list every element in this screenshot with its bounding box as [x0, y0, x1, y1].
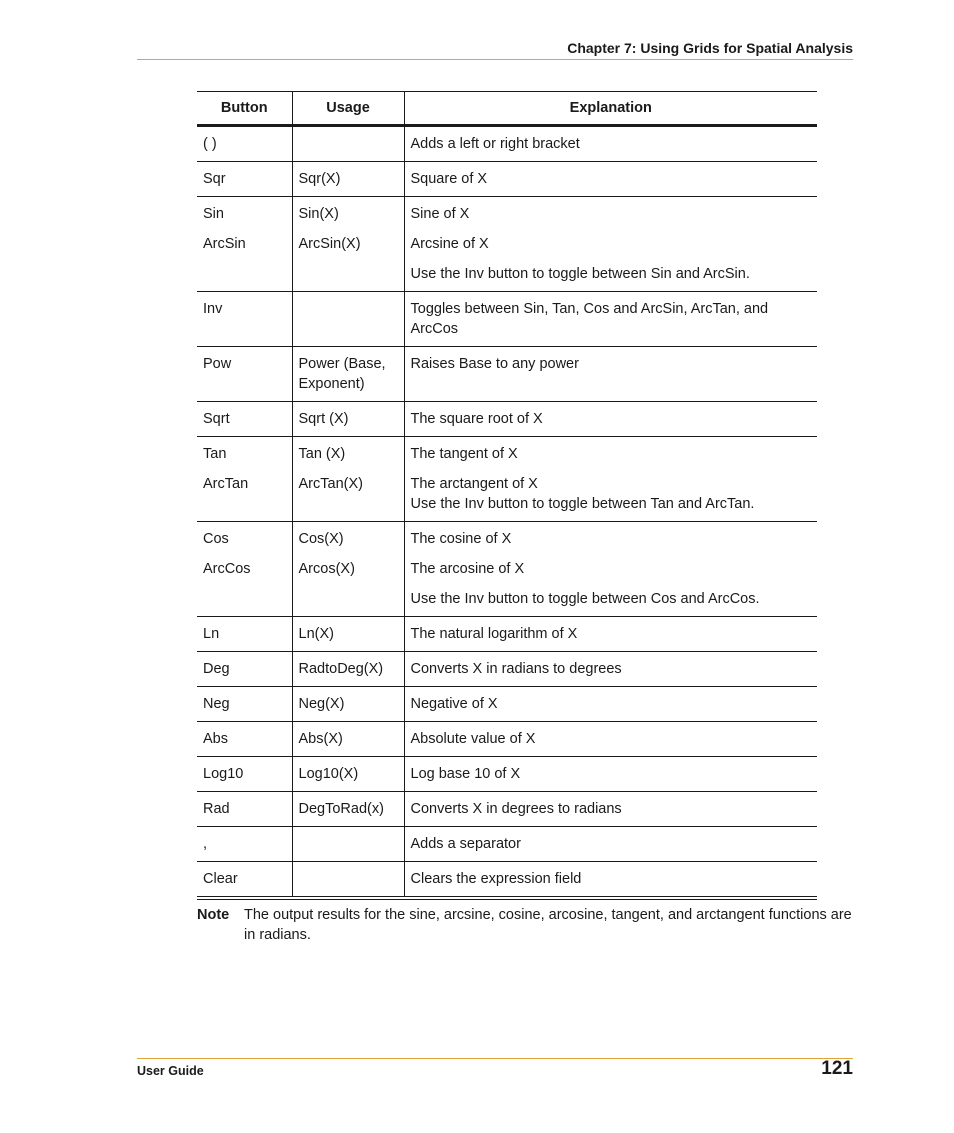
cell-usage	[292, 347, 404, 402]
footer-doc-title: User Guide	[137, 1064, 204, 1078]
cell-usage	[292, 197, 404, 292]
table-header-row	[197, 92, 817, 126]
cell-text: Converts X in radians to degrees	[410, 661, 622, 677]
cell-text: ArcCos	[203, 561, 251, 577]
cell-text: Toggles between Sin, Tan, Cos and ArcSin, ArcTan, and ArcCos	[410, 301, 769, 337]
table-header	[197, 92, 817, 126]
table-row	[197, 617, 817, 652]
cell-explanation	[404, 292, 817, 347]
cell-button	[197, 617, 292, 652]
table-row	[197, 722, 817, 757]
cell-text: Abs(X)	[298, 731, 343, 747]
table-row	[197, 402, 817, 437]
cell-text: Arcos(X)	[298, 561, 355, 577]
cell-explanation	[404, 126, 817, 162]
cell-text: ArcSin(X)	[298, 236, 361, 252]
cell-text: Adds a separator	[410, 836, 521, 852]
cell-explanation	[404, 347, 817, 402]
cell-text: ,	[203, 836, 208, 852]
table-row	[197, 687, 817, 722]
cell-text: Arcsine of X	[410, 236, 489, 252]
cell-text: Tan	[203, 446, 227, 462]
column-header-button: Button	[197, 92, 292, 126]
note-label: Note	[197, 907, 230, 923]
cell-text: Sine of X	[410, 206, 470, 222]
cell-text: RadtoDeg(X)	[298, 661, 384, 677]
cell-usage	[292, 292, 404, 347]
cell-text: Log10	[203, 766, 244, 782]
cell-text: Inv	[203, 301, 223, 317]
cell-usage	[292, 792, 404, 827]
cell-text: ArcTan(X)	[298, 476, 363, 492]
cell-text: Absolute value of X	[410, 731, 536, 747]
cell-explanation	[404, 687, 817, 722]
cell-text: Sqrt (X)	[298, 411, 349, 427]
cell-button	[197, 862, 292, 899]
cell-text: Abs	[203, 731, 228, 747]
page-number: 121	[821, 1058, 853, 1079]
table-row	[197, 197, 817, 292]
cell-button	[197, 162, 292, 197]
cell-text: Raises Base to any power	[410, 356, 579, 372]
cell-text: Cos(X)	[298, 531, 344, 547]
cell-usage	[292, 827, 404, 862]
cell-text: ArcSin	[203, 236, 246, 252]
cell-text: Rad	[203, 801, 230, 817]
cell-text: The tangent of X	[410, 446, 518, 462]
cell-button	[197, 827, 292, 862]
cell-button	[197, 347, 292, 402]
chapter-header: Chapter 7: Using Grids for Spatial Analysis	[567, 40, 853, 56]
cell-text: Cos	[203, 531, 229, 547]
cell-text: The cosine of X	[410, 531, 512, 547]
cell-text: Use the Inv button to toggle between Sin and ArcSin.	[410, 266, 750, 282]
cell-usage	[292, 757, 404, 792]
cell-text: Neg	[203, 696, 230, 712]
cell-text: Sqr	[203, 171, 226, 187]
cell-usage	[292, 862, 404, 899]
cell-explanation	[404, 162, 817, 197]
cell-text: Clears the expression field	[410, 871, 582, 887]
cell-text: Power (Base, Exponent)	[298, 356, 386, 392]
table-row	[197, 347, 817, 402]
cell-button	[197, 126, 292, 162]
table-row	[197, 162, 817, 197]
cell-explanation	[404, 792, 817, 827]
header-rule	[137, 59, 853, 60]
cell-button	[197, 652, 292, 687]
cell-button	[197, 757, 292, 792]
cell-explanation	[404, 862, 817, 899]
cell-explanation	[404, 522, 817, 617]
column-header-usage: Usage	[292, 92, 404, 126]
cell-explanation	[404, 757, 817, 792]
cell-text: The square root of X	[410, 411, 543, 427]
cell-text: Sin(X)	[298, 206, 339, 222]
cell-explanation	[404, 827, 817, 862]
cell-text: The natural logarithm of X	[410, 626, 578, 642]
cell-button	[197, 197, 292, 292]
cell-text: Ln(X)	[298, 626, 334, 642]
cell-explanation	[404, 197, 817, 292]
table-row	[197, 522, 817, 617]
cell-text: DegToRad(x)	[298, 801, 384, 817]
table-row	[197, 437, 817, 522]
cell-usage	[292, 522, 404, 617]
table-row	[197, 126, 817, 162]
cell-text: ( )	[203, 136, 217, 152]
cell-explanation	[404, 437, 817, 522]
cell-text: Square of X	[410, 171, 488, 187]
cell-usage	[292, 617, 404, 652]
cell-text: Pow	[203, 356, 232, 372]
cell-button	[197, 402, 292, 437]
cell-text: Sqr(X)	[298, 171, 341, 187]
cell-text: Adds a left or right bracket	[410, 136, 580, 152]
table-row	[197, 862, 817, 899]
cell-usage	[292, 652, 404, 687]
cell-text: Ln	[203, 626, 220, 642]
cell-text: ArcTan	[203, 476, 249, 492]
cell-text: Log base 10 of X	[410, 766, 521, 782]
cell-usage	[292, 687, 404, 722]
cell-text: Clear	[203, 871, 238, 887]
cell-text: Converts X in degrees to radians	[410, 801, 622, 817]
table-row	[197, 757, 817, 792]
cell-usage	[292, 722, 404, 757]
cell-explanation	[404, 402, 817, 437]
cell-text: The arctangent of X	[410, 476, 538, 492]
table-body	[197, 126, 817, 899]
cell-usage	[292, 126, 404, 162]
table-row	[197, 652, 817, 687]
cell-usage	[292, 402, 404, 437]
cell-text: The arcosine of X	[410, 561, 525, 577]
cell-explanation	[404, 652, 817, 687]
cell-text: Log10(X)	[298, 766, 359, 782]
cell-button	[197, 687, 292, 722]
cell-text: Deg	[203, 661, 230, 677]
footer-rule	[137, 1058, 853, 1059]
cell-button	[197, 792, 292, 827]
cell-usage	[292, 162, 404, 197]
cell-button	[197, 292, 292, 347]
cell-text: Negative of X	[410, 696, 498, 712]
cell-explanation	[404, 617, 817, 652]
cell-usage	[292, 437, 404, 522]
cell-text: Sqrt	[203, 411, 230, 427]
cell-text: Sin	[203, 206, 224, 222]
table-row	[197, 792, 817, 827]
cell-text: Tan (X)	[298, 446, 346, 462]
button-reference-table	[197, 91, 817, 900]
note-block	[197, 905, 857, 945]
cell-text: Neg(X)	[298, 696, 345, 712]
cell-button	[197, 522, 292, 617]
column-header-explanation: Explanation	[404, 92, 817, 126]
note-text: The output results for the sine, arcsine, cosine, arcosine, tangent, and arctangent functions are in radians.	[244, 907, 852, 943]
table-row	[197, 292, 817, 347]
cell-text: Use the Inv button to toggle between Cos and ArcCos.	[410, 591, 760, 607]
cell-explanation	[404, 722, 817, 757]
cell-button	[197, 722, 292, 757]
cell-text: Use the Inv button to toggle between Tan and ArcTan.	[410, 496, 755, 512]
cell-button	[197, 437, 292, 522]
table-row	[197, 827, 817, 862]
